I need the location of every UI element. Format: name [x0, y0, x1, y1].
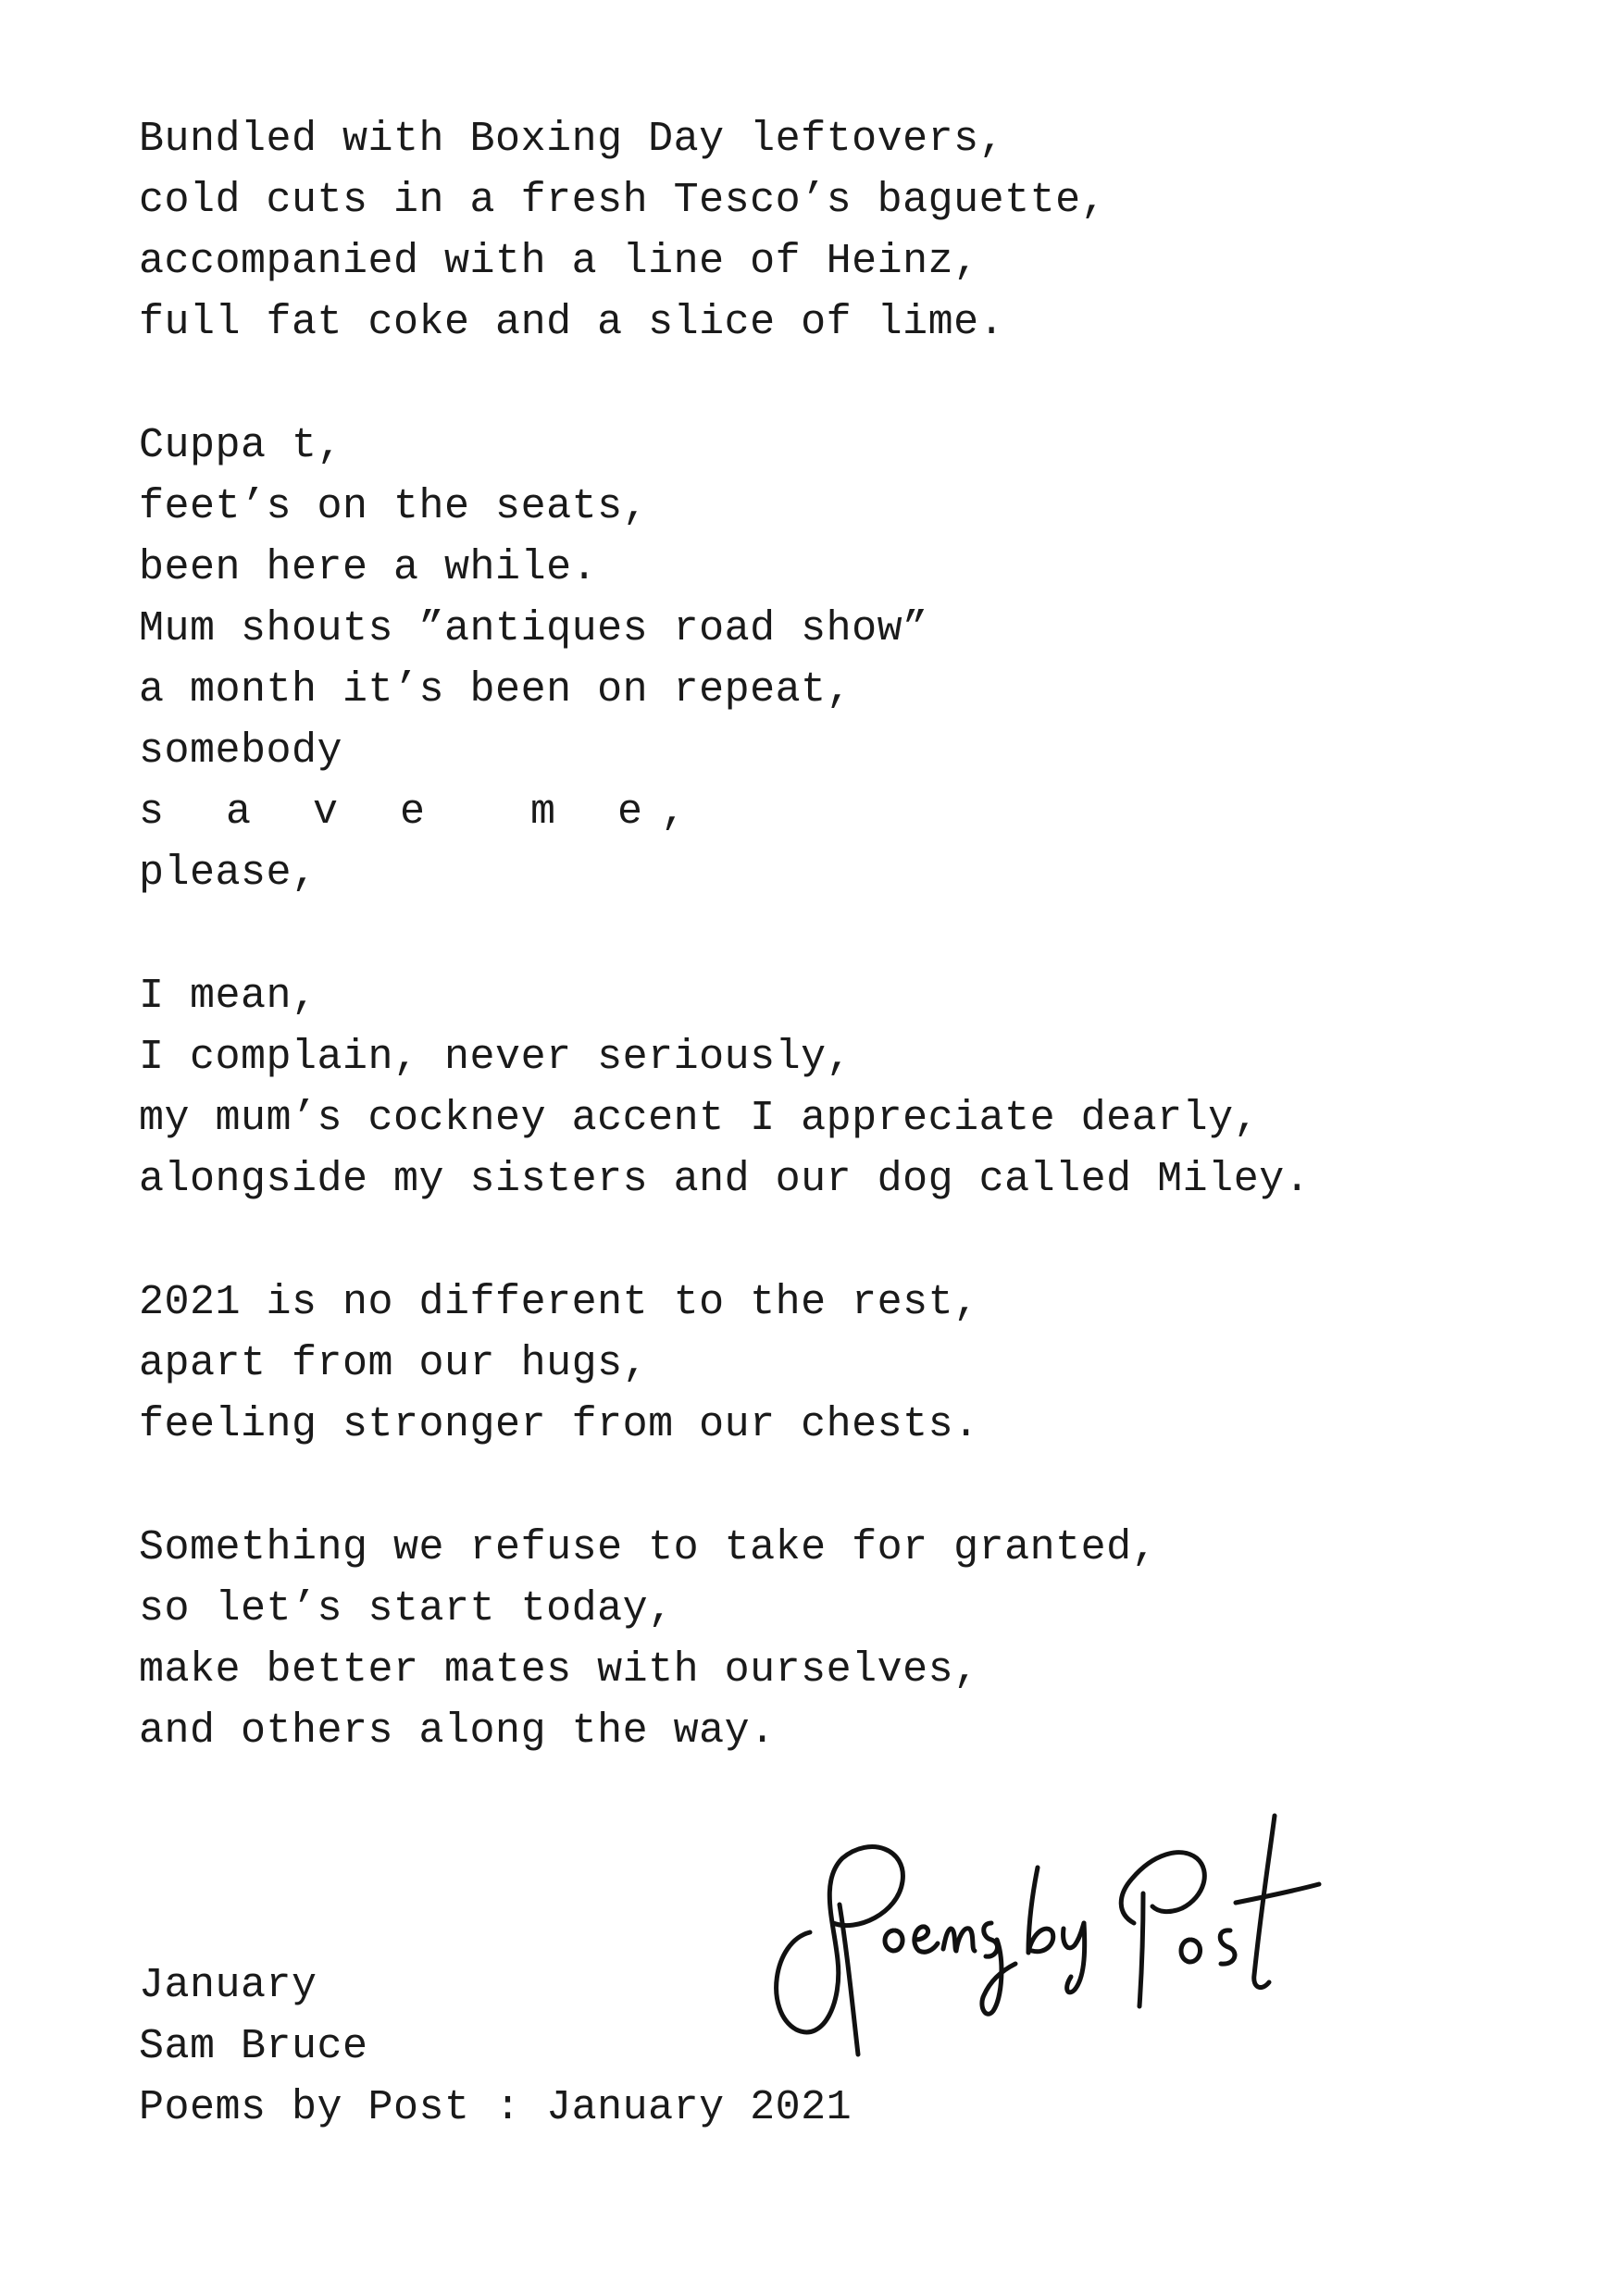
poem-line: please, [139, 850, 317, 897]
poem-line: 2021 is no different to the rest, [139, 1279, 979, 1326]
poem-line: somebody [139, 727, 343, 775]
poem-line: apart from our hugs, [139, 1340, 649, 1387]
poem-line: feeling stronger from our chests. [139, 1401, 979, 1448]
poem-line: accompanied with a line of Heinz, [139, 238, 979, 285]
poem-body [139, 109, 1435, 1824]
poem-line: so let’s start today, [139, 1585, 674, 1632]
stanza-2 [139, 416, 1435, 904]
poem-line: make better mates with ourselves, [139, 1646, 979, 1694]
poem-line: my mum’s cockney accent I appreciate dearly, [139, 1095, 1260, 1142]
poem-line: I mean, [139, 973, 317, 1020]
poem-line: a month it’s been on repeat, [139, 666, 853, 714]
poem-line: and others along the way. [139, 1707, 776, 1755]
poem-line-spaced: s a v e m e, [139, 788, 705, 836]
poem-footer [139, 1955, 852, 2139]
stanza-3 [139, 966, 1435, 1210]
footer-author: Sam Bruce [139, 2023, 368, 2070]
poem-line: Cuppa t, [139, 422, 343, 469]
signature-logo [754, 1793, 1328, 2071]
footer-publication: Poems by Post : January 2021 [139, 2084, 853, 2131]
poem-line: I complain, never seriously, [139, 1034, 853, 1081]
poem-line: Mum shouts ”antiques road show” [139, 605, 928, 652]
poem-line: Bundled with Boxing Day leftovers, [139, 116, 1005, 163]
footer-month: January [139, 1962, 317, 2009]
poem-line: Something we refuse to take for granted, [139, 1524, 1158, 1571]
poem-line: feet’s on the seats, [139, 483, 649, 530]
poem-line: alongside my sisters and our dog called Miley. [139, 1156, 1311, 1203]
poem-line: been here a while. [139, 544, 598, 591]
poem-line: cold cuts in a fresh Tesco’s baguette, [139, 177, 1107, 224]
stanza-1 [139, 109, 1435, 354]
poem-line: full fat coke and a slice of lime. [139, 299, 1005, 346]
stanza-4 [139, 1272, 1435, 1456]
stanza-5 [139, 1518, 1435, 1762]
